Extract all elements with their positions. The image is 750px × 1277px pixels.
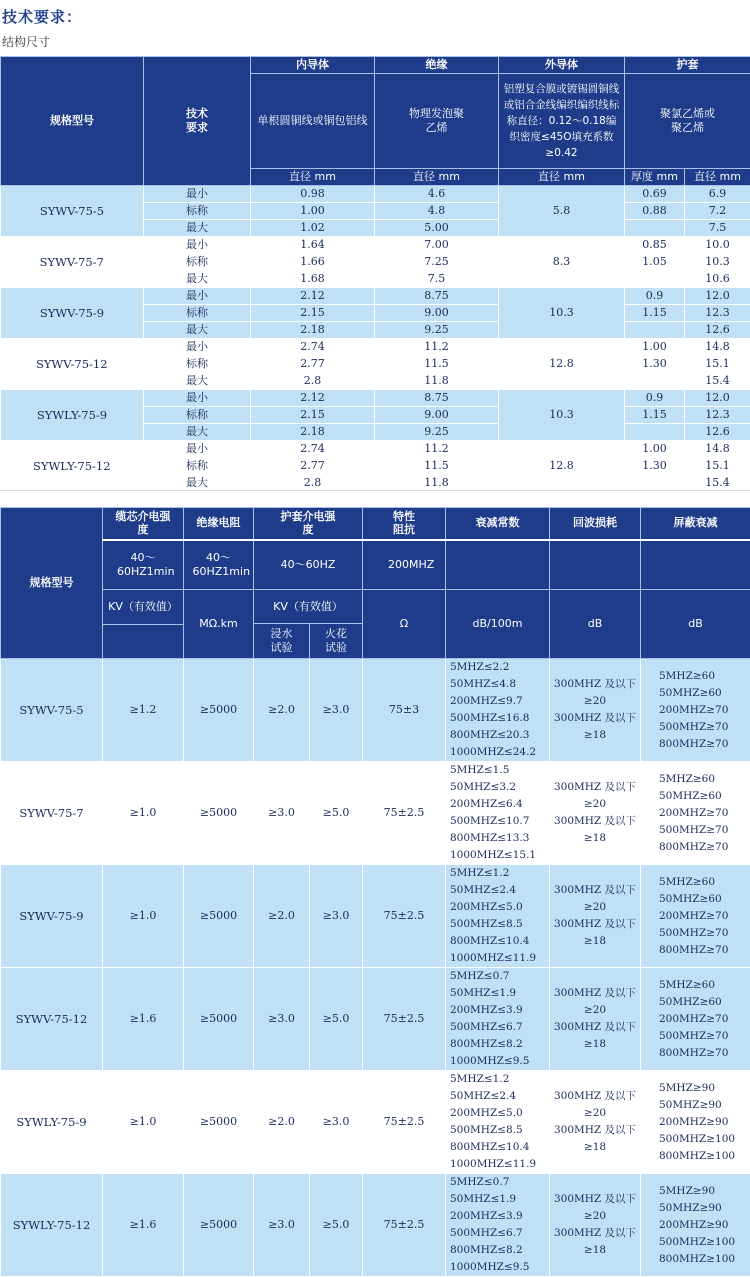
insulation-value: 11.5 (375, 458, 499, 475)
return-loss-unit: dB (550, 590, 641, 659)
insulation-value: 9.25 (375, 424, 499, 441)
thickness-value: 1.30 (625, 356, 685, 373)
diameter-value: 10.3 (685, 254, 750, 271)
thickness-value: 1.00 (625, 441, 685, 458)
header-model: 规格型号 (1, 508, 103, 659)
thickness-value (625, 220, 685, 237)
water-test-value: ≥2.0 (254, 1071, 310, 1174)
attenuation-spacer (446, 540, 550, 590)
header-model: 规格型号 (1, 57, 144, 186)
model-name: SYWV-75-9 (1, 288, 144, 339)
row-label: 最大 (144, 220, 251, 237)
jacket-desc: 聚氯乙烯或聚乙烯 (625, 74, 750, 169)
section-divider (0, 490, 750, 491)
thickness-value: 0.9 (625, 288, 685, 305)
inner-value: 2.18 (251, 322, 375, 339)
thickness-value: 1.05 (625, 254, 685, 271)
shielding-unit: dB (641, 590, 750, 659)
jacket-diameter-unit: 直径 mm (685, 169, 750, 186)
thickness-value: 0.85 (625, 237, 685, 254)
insulation-value: 11.8 (375, 475, 499, 492)
spark-test-value: ≥5.0 (310, 762, 363, 865)
thickness-value: 0.88 (625, 203, 685, 220)
insulation-resistance-condition: 40～60HZ1min (184, 540, 254, 590)
insulation-value: 11.2 (375, 441, 499, 458)
table-row (1, 339, 750, 356)
inner-value: 2.12 (251, 390, 375, 407)
thickness-value (625, 322, 685, 339)
header-jacket: 护套 (625, 57, 750, 74)
row-label: 最大 (144, 475, 251, 492)
insulation-resistance-value: ≥5000 (184, 865, 254, 968)
insulation-value: 7.00 (375, 237, 499, 254)
impedance-value: 75±2.5 (363, 1174, 446, 1277)
spark-test-value: ≥5.0 (310, 1174, 363, 1277)
diameter-value: 10.0 (685, 237, 750, 254)
shielding-spacer (641, 540, 750, 590)
outer-value: 12.8 (499, 441, 625, 492)
row-label: 最大 (144, 424, 251, 441)
model-name: SYWV-75-9 (1, 865, 103, 968)
water-test-value: ≥2.0 (254, 865, 310, 968)
shielding-list: 5MHZ≥90 50MHZ≥90 200MHZ≥90 500MHZ≥100 800MHZ≥100 (641, 1071, 750, 1174)
core-strength-value: ≥1.0 (103, 865, 184, 968)
impedance-value: 75±2.5 (363, 1071, 446, 1174)
return-loss-list: 300MHZ 及以下 ≥20 300MHZ 及以下 ≥18 (550, 968, 641, 1071)
insulation-value: 4.8 (375, 203, 499, 220)
return-loss-list: 300MHZ 及以下 ≥20 300MHZ 及以下 ≥18 (550, 659, 641, 762)
diameter-value: 12.0 (685, 288, 750, 305)
table-row (1, 390, 750, 407)
thickness-value: 1.15 (625, 407, 685, 424)
jacket-frequency: 40～60HZ (254, 540, 363, 590)
insulation-value: 7.5 (375, 271, 499, 288)
header-tech-req: 技术要求 (144, 57, 251, 186)
row-label: 标称 (144, 305, 251, 322)
model-name: SYWV-75-7 (1, 237, 144, 288)
impedance-frequency: 200MHZ (363, 540, 446, 590)
outer-conductor-desc: 铝塑复合膜或镀锡圆铜线或铝合金线编织编织线标称直径：0.12～0.18编织密度≤45O填充系数≥0.42 (499, 74, 625, 169)
row-label: 最小 (144, 390, 251, 407)
spark-test-value: ≥3.0 (310, 659, 363, 762)
insulation-value: 8.75 (375, 390, 499, 407)
outer-value: 10.3 (499, 288, 625, 339)
attenuation-list: 5MHZ≤1.2 50MHZ≤2.4 200MHZ≤5.0 500MHZ≤8.5 800MHZ≤10.4 1000MHZ≤11.9 (446, 1071, 550, 1174)
core-strength-value: ≥1.6 (103, 1174, 184, 1277)
core-strength-value: ≥1.0 (103, 762, 184, 865)
outer-value: 8.3 (499, 237, 625, 288)
table-row (1, 237, 750, 254)
insulation-value: 4.6 (375, 186, 499, 203)
shielding-list: 5MHZ≥60 50MHZ≥60 200MHZ≥70 500MHZ≥70 800MHZ≥70 (641, 659, 750, 762)
insulation-resistance-unit: MΩ.km (184, 590, 254, 659)
thickness-value: 1.15 (625, 305, 685, 322)
spark-test-label: 火花试验 (310, 624, 363, 659)
diameter-value: 12.6 (685, 322, 750, 339)
insulation-resistance-value: ≥5000 (184, 762, 254, 865)
header-impedance: 特性阻抗 (363, 508, 446, 540)
shielding-list: 5MHZ≥90 50MHZ≥90 200MHZ≥90 500MHZ≥100 800MHZ≥100 (641, 1174, 750, 1277)
insulation-value: 9.25 (375, 322, 499, 339)
attenuation-list: 5MHZ≤0.7 50MHZ≤1.9 200MHZ≤3.9 500MHZ≤6.7 800MHZ≤8.2 1000MHZ≤9.5 (446, 1174, 550, 1277)
row-label: 标称 (144, 356, 251, 373)
model-name: SYWV-75-5 (1, 659, 103, 762)
diameter-value: 12.3 (685, 407, 750, 424)
header-insulation-resistance: 绝缘电阻 (184, 508, 254, 540)
thickness-value (625, 271, 685, 288)
thickness-value: 1.00 (625, 339, 685, 356)
core-unit-spacer (103, 625, 184, 659)
attenuation-list: 5MHZ≤0.7 50MHZ≤1.9 200MHZ≤3.9 500MHZ≤6.7 800MHZ≤8.2 1000MHZ≤9.5 (446, 968, 550, 1071)
inner-value: 2.74 (251, 339, 375, 356)
diameter-value: 7.5 (685, 220, 750, 237)
row-label: 最大 (144, 271, 251, 288)
return-loss-spacer (550, 540, 641, 590)
inner-value: 2.18 (251, 424, 375, 441)
water-test-value: ≥3.0 (254, 968, 310, 1071)
jacket-thickness-unit: 厚度 mm (625, 169, 685, 186)
page-heading: 技术要求： (2, 6, 82, 27)
thickness-value (625, 373, 685, 390)
row-label: 标称 (144, 407, 251, 424)
table-row (1, 968, 750, 1071)
table-row (1, 659, 750, 762)
row-label: 标称 (144, 458, 251, 475)
spark-test-value: ≥3.0 (310, 865, 363, 968)
header-core-strength: 缆芯介电强度 (103, 508, 184, 540)
insulation-value: 7.25 (375, 254, 499, 271)
impedance-value: 75±2.5 (363, 865, 446, 968)
attenuation-list: 5MHZ≤1.2 50MHZ≤2.4 200MHZ≤5.0 500MHZ≤8.5 800MHZ≤10.4 1000MHZ≤11.9 (446, 865, 550, 968)
table-row (1, 865, 750, 968)
outer-unit: 直径 mm (499, 169, 625, 186)
header-inner-conductor: 内导体 (251, 57, 375, 74)
model-name: SYWLY-75-12 (1, 1174, 103, 1277)
section-subheading: 结构尺寸 (2, 33, 50, 50)
inner-value: 1.68 (251, 271, 375, 288)
model-name: SYWLY-75-9 (1, 390, 144, 441)
attenuation-list: 5MHZ≤2.2 50MHZ≤4.8 200MHZ≤9.7 500MHZ≤16.8 800MHZ≤20.3 1000MHZ≤24.2 (446, 659, 550, 762)
attenuation-list: 5MHZ≤1.5 50MHZ≤3.2 200MHZ≤6.4 500MHZ≤10.7 800MHZ≤13.3 1000MHZ≤15.1 (446, 762, 550, 865)
insulation-value: 5.00 (375, 220, 499, 237)
insulation-resistance-value: ≥5000 (184, 968, 254, 1071)
inner-unit: 直径 mm (251, 169, 375, 186)
row-label: 最大 (144, 373, 251, 390)
return-loss-list: 300MHZ 及以下 ≥20 300MHZ 及以下 ≥18 (550, 1174, 641, 1277)
outer-value: 10.3 (499, 390, 625, 441)
spark-test-value: ≥3.0 (310, 1071, 363, 1174)
diameter-value: 12.6 (685, 424, 750, 441)
impedance-value: 75±2.5 (363, 762, 446, 865)
core-unit: KV（有效值） (103, 590, 184, 625)
insulation-value: 11.5 (375, 356, 499, 373)
inner-value: 2.15 (251, 407, 375, 424)
thickness-value (625, 424, 685, 441)
table-row (1, 441, 750, 458)
water-test-label: 浸水试验 (254, 624, 310, 659)
insulation-resistance-value: ≥5000 (184, 659, 254, 762)
row-label: 最小 (144, 339, 251, 356)
return-loss-list: 300MHZ 及以下 ≥20 300MHZ 及以下 ≥18 (550, 762, 641, 865)
attenuation-unit: dB/100m (446, 590, 550, 659)
diameter-value: 14.8 (685, 339, 750, 356)
header-insulation: 绝缘 (375, 57, 499, 74)
header-return-loss: 回波损耗 (550, 508, 641, 540)
table-row (1, 1071, 750, 1174)
row-label: 标称 (144, 254, 251, 271)
insulation-value: 8.75 (375, 288, 499, 305)
inner-value: 1.00 (251, 203, 375, 220)
table-row (1, 1174, 750, 1277)
insulation-value: 9.00 (375, 305, 499, 322)
spark-test-value: ≥5.0 (310, 968, 363, 1071)
inner-value: 1.64 (251, 237, 375, 254)
model-name: SYWV-75-7 (1, 762, 103, 865)
table-row (1, 288, 750, 305)
row-label: 最小 (144, 186, 251, 203)
inner-value: 2.12 (251, 288, 375, 305)
outer-value: 12.8 (499, 339, 625, 390)
insulation-desc: 物理发泡聚乙烯 (375, 74, 499, 169)
shielding-list: 5MHZ≥60 50MHZ≥60 200MHZ≥70 500MHZ≥70 800MHZ≥70 (641, 865, 750, 968)
inner-value: 1.02 (251, 220, 375, 237)
diameter-value: 12.3 (685, 305, 750, 322)
insulation-value: 11.8 (375, 373, 499, 390)
insulation-resistance-value: ≥5000 (184, 1174, 254, 1277)
inner-value: 2.8 (251, 373, 375, 390)
water-test-value: ≥3.0 (254, 762, 310, 865)
jacket-unit: KV（有效值） (254, 590, 363, 624)
return-loss-list: 300MHZ 及以下 ≥20 300MHZ 及以下 ≥18 (550, 1071, 641, 1174)
table-row (1, 186, 750, 203)
inner-conductor-desc: 单根圆铜线或铜包铝线 (251, 74, 375, 169)
diameter-value: 12.0 (685, 390, 750, 407)
diameter-value: 15.4 (685, 373, 750, 390)
insulation-resistance-value: ≥5000 (184, 1071, 254, 1174)
outer-value: 5.8 (499, 186, 625, 237)
thickness-value: 0.9 (625, 390, 685, 407)
inner-value: 2.8 (251, 475, 375, 492)
impedance-value: 75±2.5 (363, 968, 446, 1071)
inner-value: 2.15 (251, 305, 375, 322)
insulation-value: 9.00 (375, 407, 499, 424)
structure-dimension-table (0, 56, 750, 492)
water-test-value: ≥2.0 (254, 659, 310, 762)
model-name: SYWLY-75-12 (1, 441, 144, 492)
core-strength-value: ≥1.0 (103, 1071, 184, 1174)
diameter-value: 15.4 (685, 475, 750, 492)
model-name: SYWV-75-12 (1, 339, 144, 390)
diameter-value: 10.6 (685, 271, 750, 288)
diameter-value: 15.1 (685, 458, 750, 475)
inner-value: 2.77 (251, 458, 375, 475)
insulation-unit: 直径 mm (375, 169, 499, 186)
thickness-value: 0.69 (625, 186, 685, 203)
header-jacket-strength: 护套介电强度 (254, 508, 363, 540)
water-test-value: ≥3.0 (254, 1174, 310, 1277)
return-loss-list: 300MHZ 及以下 ≥20 300MHZ 及以下 ≥18 (550, 865, 641, 968)
row-label: 标称 (144, 203, 251, 220)
row-label: 最大 (144, 322, 251, 339)
header-shielding: 屏蔽衰减 (641, 508, 750, 540)
model-name: SYWV-75-5 (1, 186, 144, 237)
row-label: 最小 (144, 441, 251, 458)
row-label: 最小 (144, 288, 251, 305)
electrical-performance-table (0, 507, 750, 1277)
shielding-list: 5MHZ≥60 50MHZ≥60 200MHZ≥70 500MHZ≥70 800MHZ≥70 (641, 968, 750, 1071)
header-outer-conductor: 外导体 (499, 57, 625, 74)
impedance-unit: Ω (363, 590, 446, 659)
diameter-value: 7.2 (685, 203, 750, 220)
impedance-value: 75±3 (363, 659, 446, 762)
table-row (1, 762, 750, 865)
thickness-value (625, 475, 685, 492)
model-name: SYWV-75-12 (1, 968, 103, 1071)
core-strength-value: ≥1.6 (103, 968, 184, 1071)
diameter-value: 14.8 (685, 441, 750, 458)
core-strength-value: ≥1.2 (103, 659, 184, 762)
inner-value: 2.77 (251, 356, 375, 373)
header-attenuation: 衰减常数 (446, 508, 550, 540)
inner-value: 1.66 (251, 254, 375, 271)
core-frequency: 40～60HZ1min (103, 540, 184, 590)
model-name: SYWLY-75-9 (1, 1071, 103, 1174)
inner-value: 2.74 (251, 441, 375, 458)
insulation-value: 11.2 (375, 339, 499, 356)
row-label: 最小 (144, 237, 251, 254)
shielding-list: 5MHZ≥60 50MHZ≥60 200MHZ≥70 500MHZ≥70 800MHZ≥70 (641, 762, 750, 865)
inner-value: 0.98 (251, 186, 375, 203)
thickness-value: 1.30 (625, 458, 685, 475)
diameter-value: 6.9 (685, 186, 750, 203)
diameter-value: 15.1 (685, 356, 750, 373)
